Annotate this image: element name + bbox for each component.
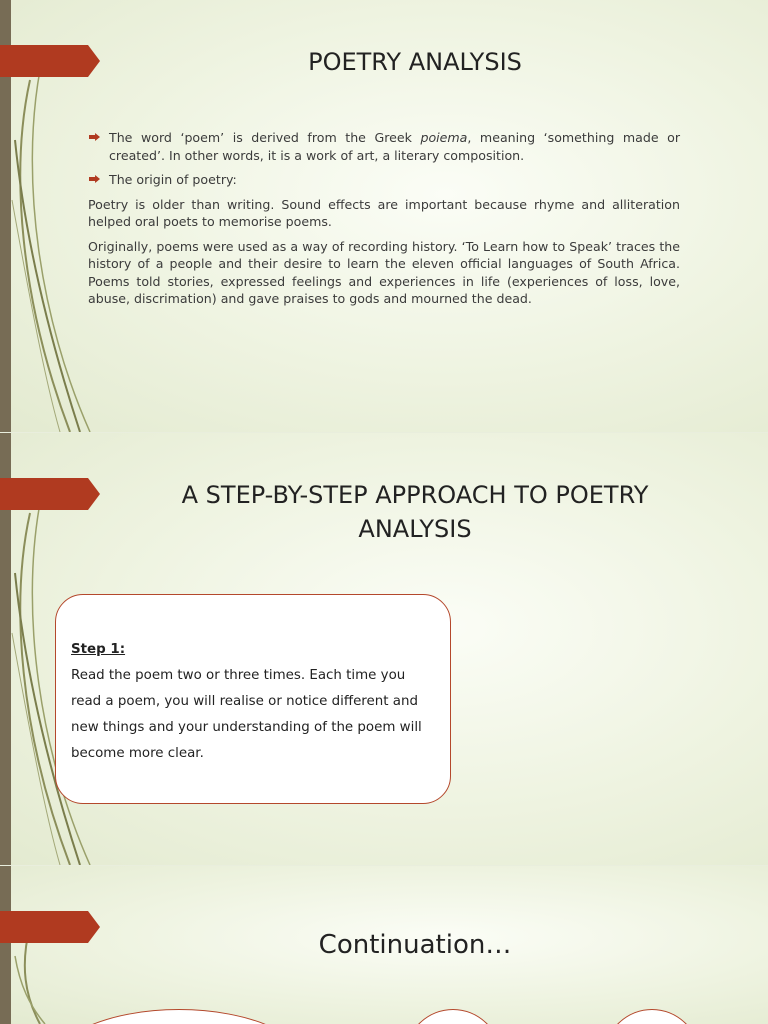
bullet-text: The origin of poetry: bbox=[109, 172, 237, 187]
bullet-text: The word ‘poem’ is derived from the Greek bbox=[109, 130, 421, 145]
slide-body bbox=[88, 129, 680, 315]
slide-title: Continuation… bbox=[318, 930, 512, 960]
slide-continuation bbox=[0, 866, 768, 1024]
continuation-shape bbox=[604, 1009, 700, 1024]
arrow-bullet-icon bbox=[89, 175, 100, 183]
paragraph: Poetry is older than writing. Sound effects are important because rhyme and alliteration helped oral poets to memorise poems. bbox=[88, 196, 680, 229]
vine-decoration-icon bbox=[0, 866, 120, 1024]
title-tab-marker bbox=[0, 478, 100, 510]
arrow-bullet-icon bbox=[89, 133, 100, 141]
title-tab-marker bbox=[0, 45, 100, 77]
slide-poetry-analysis bbox=[0, 0, 768, 432]
continuation-shape bbox=[405, 1009, 501, 1024]
step-text: Read the poem two or three times. Each time you read a poem, you will realise or notice different and new things and your understanding of the poem will become more clear. bbox=[71, 668, 422, 761]
bullet-item bbox=[88, 171, 680, 189]
slide-title: A STEP-BY-STEP APPROACH TO POETRY ANALYSIS bbox=[181, 481, 649, 543]
title-tab-marker bbox=[0, 911, 100, 943]
slide-title: POETRY ANALYSIS bbox=[308, 48, 522, 76]
slide-step-by-step bbox=[0, 433, 768, 865]
bullet-emphasis: poiema bbox=[420, 130, 468, 145]
step-card bbox=[55, 594, 451, 804]
step-heading: Step 1: bbox=[71, 642, 126, 657]
bullet-text-cont: , meaning ‘something made or created’. In other words, it is a work of art, a literary composition. bbox=[109, 130, 680, 163]
paragraph: Originally, poems were used as a way of recording history. ‘To Learn how to Speak’ traces the history of a people and their desire to learn the eleven official languages of South Africa. Poems told stories, expressed feelings and experiences in life (experiences of loss, love, abuse, discrimation) and gave praises to gods and mourned the dead. bbox=[88, 238, 680, 306]
bullet-item bbox=[88, 129, 680, 164]
